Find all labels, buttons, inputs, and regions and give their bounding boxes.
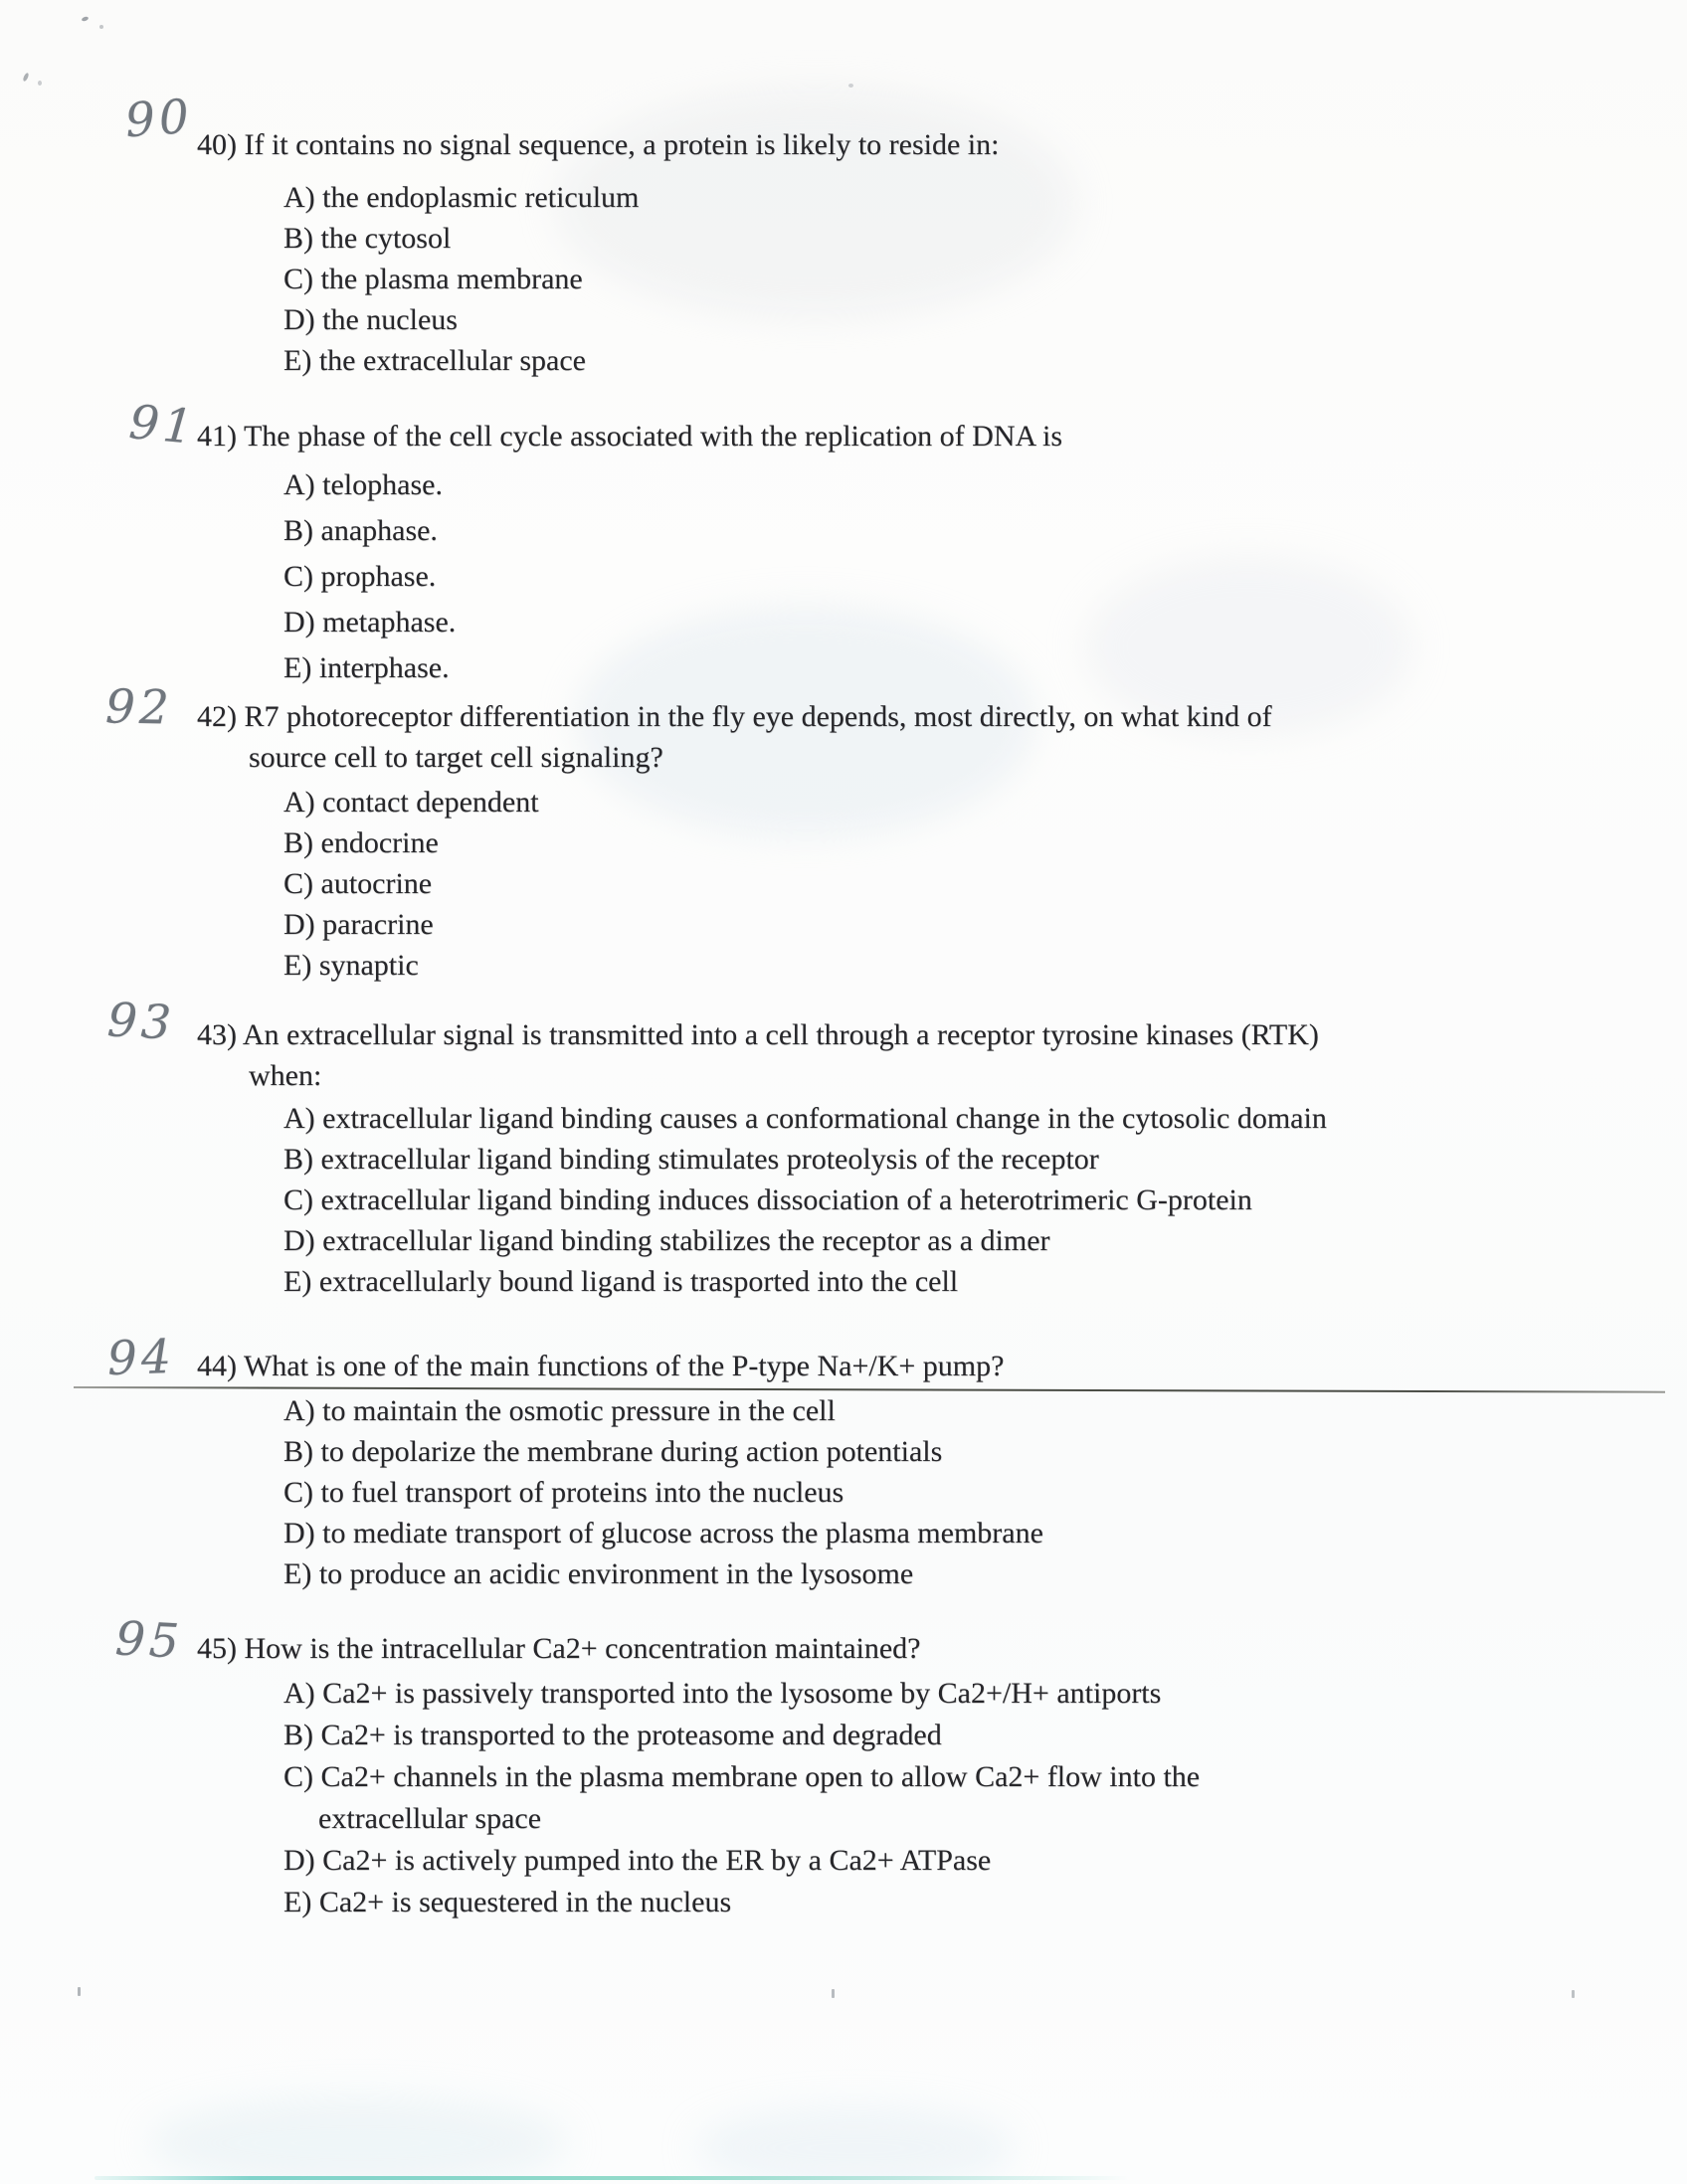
question-43-option-b: B) extracellular ligand binding stimulates proteolysis of the receptor <box>283 1143 1099 1176</box>
handwritten-margin-note-91: 91 <box>126 395 200 455</box>
question-43-option-a: A) extracellular ligand binding causes a conformational change in the cytosolic domain <box>283 1102 1327 1135</box>
question-45-option-c-continuation: extracellular space <box>318 1802 542 1835</box>
question-44-option-b: B) to depolarize the membrane during action potentials <box>283 1435 943 1468</box>
question-40-options <box>197 177 999 381</box>
question-42-options <box>197 782 1272 986</box>
handwritten-margin-note-93: 93 <box>105 993 177 1051</box>
question-41 <box>197 416 1062 691</box>
scan-teal-streak <box>94 2176 1129 2180</box>
question-41-option-c: C) prophase. <box>283 560 437 593</box>
handwritten-margin-note-94: 94 <box>106 1329 176 1387</box>
question-43 <box>197 1014 1327 1302</box>
scan-speck <box>78 1987 81 1996</box>
question-44-text: 44) What is one of the main functions of the P-type Na+/K+ pump? <box>197 1350 1005 1382</box>
scan-speck <box>82 16 90 22</box>
question-45-option-c: C) Ca2+ channels in the plasma membrane open to allow Ca2+ flow into the <box>283 1760 1201 1793</box>
scan-speck <box>1572 1990 1575 1998</box>
question-42-option-c: C) autocrine <box>283 867 433 900</box>
scan-smudge <box>696 2108 1015 2184</box>
question-45-options <box>197 1673 1200 1923</box>
question-40 <box>197 124 999 381</box>
question-45 <box>197 1628 1200 1923</box>
question-44-option-a: A) to maintain the osmotic pressure in the cell <box>283 1394 836 1427</box>
question-42-text-line-1: 42) R7 photoreceptor differentiation in the fly eye depends, most directly, on what kind of <box>197 700 1272 733</box>
scan-speck <box>832 1989 835 1998</box>
question-45-option-e: E) Ca2+ is sequestered in the nucleus <box>283 1886 732 1918</box>
question-41-option-a: A) telophase. <box>283 468 443 501</box>
question-40-option-d: D) the nucleus <box>283 303 458 336</box>
question-41-text: 41) The phase of the cell cycle associated with the replication of DNA is <box>197 420 1062 453</box>
question-42-option-e: E) synaptic <box>283 949 419 982</box>
question-43-options <box>197 1098 1327 1302</box>
question-40-option-a: A) the endoplasmic reticulum <box>283 181 640 214</box>
question-42-text-line-2: source cell to target cell signaling? <box>249 741 663 774</box>
question-43-option-e: E) extracellularly bound ligand is trasported into the cell <box>283 1265 959 1298</box>
question-40-text: 40) If it contains no signal sequence, a protein is likely to reside in: <box>197 128 1000 161</box>
handwritten-margin-note-90: 90 <box>123 89 195 149</box>
question-43-text-line-2: when: <box>249 1059 322 1092</box>
handwritten-margin-note-95: 95 <box>113 1611 185 1670</box>
scan-speck <box>38 81 42 86</box>
question-44-option-d: D) to mediate transport of glucose across the plasma membrane <box>283 1517 1043 1549</box>
scan-smudge <box>149 2098 567 2184</box>
question-42-option-d: D) paracrine <box>283 908 434 941</box>
question-44 <box>197 1346 1043 1594</box>
question-41-options <box>197 462 1062 691</box>
question-42 <box>197 696 1272 986</box>
scan-speck <box>99 25 103 29</box>
question-43-option-d: D) extracellular ligand binding stabilizes the receptor as a dimer <box>283 1224 1050 1257</box>
question-44-options <box>197 1390 1043 1594</box>
question-40-option-c: C) the plasma membrane <box>283 263 583 295</box>
question-42-option-a: A) contact dependent <box>283 786 539 819</box>
question-45-option-b: B) Ca2+ is transported to the proteasome and degraded <box>283 1719 942 1751</box>
question-44-option-c: C) to fuel transport of proteins into the nucleus <box>283 1476 844 1509</box>
question-44-option-e: E) to produce an acidic environment in the lysosome <box>283 1557 914 1590</box>
question-40-option-b: B) the cytosol <box>283 222 452 255</box>
question-41-option-d: D) metaphase. <box>283 606 457 638</box>
question-45-option-d: D) Ca2+ is actively pumped into the ER by a Ca2+ ATPase <box>283 1844 992 1877</box>
question-41-option-b: B) anaphase. <box>283 514 438 547</box>
question-43-text-line-1: 43) An extracellular signal is transmitted into a cell through a receptor tyrosine kinases (RTK) <box>197 1018 1319 1051</box>
scan-speck <box>22 73 29 83</box>
question-40-option-e: E) the extracellular space <box>283 344 586 377</box>
question-43-option-c: C) extracellular ligand binding induces dissociation of a heterotrimeric G-protein <box>283 1183 1252 1216</box>
handwritten-margin-note-92: 92 <box>104 679 174 736</box>
question-45-text: 45) How is the intracellular Ca2+ concentration maintained? <box>197 1632 921 1665</box>
question-45-option-a: A) Ca2+ is passively transported into the lysosome by Ca2+/H+ antiports <box>283 1677 1162 1710</box>
question-42-option-b: B) endocrine <box>283 826 439 859</box>
question-41-option-e: E) interphase. <box>283 651 450 684</box>
scan-speck <box>848 84 853 88</box>
